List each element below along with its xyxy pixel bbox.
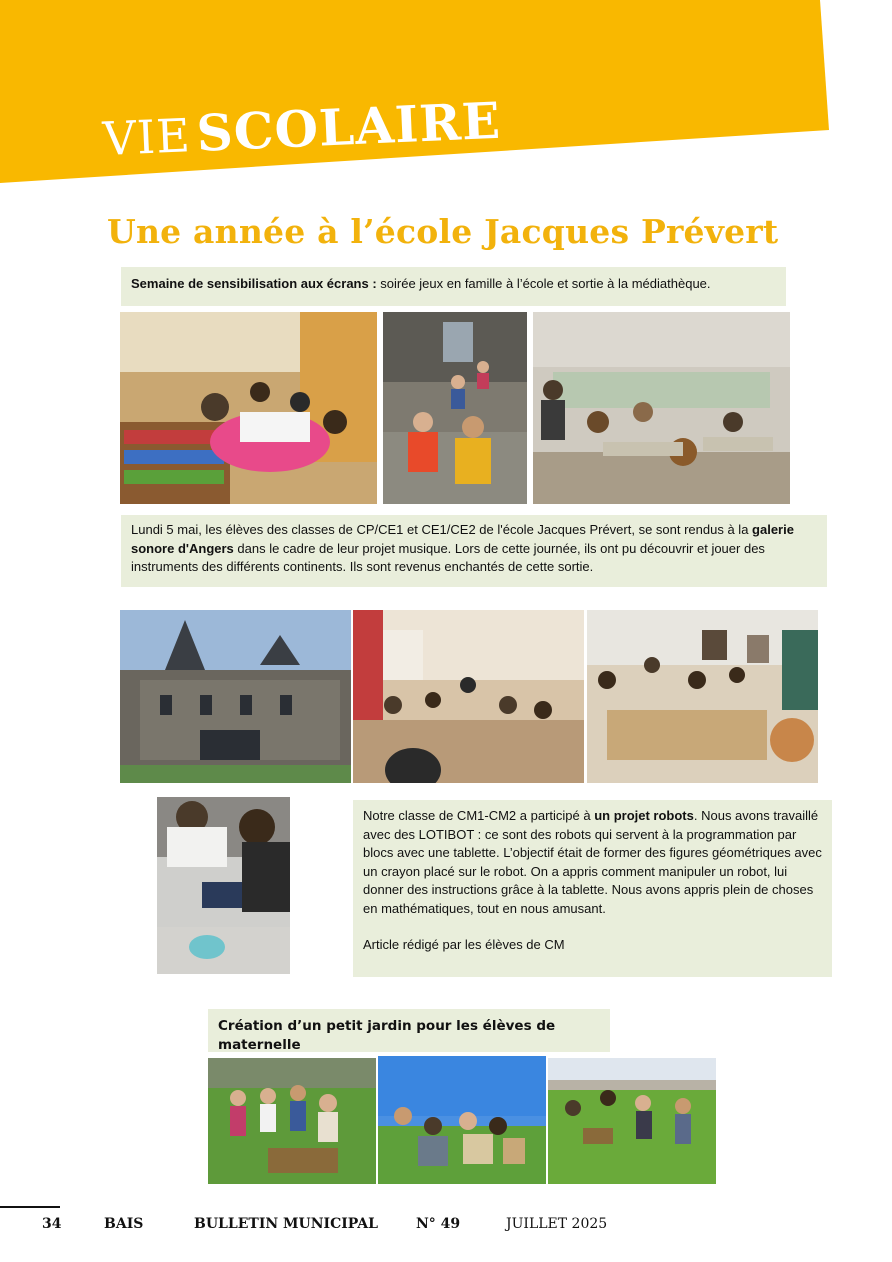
footer-town: BAIS [104, 1216, 144, 1232]
photo-music-circle [353, 610, 584, 783]
robots-text-2: . Nous avons travaillé avec des LOTIBOT : ce sont des robots qui servent à la programmation par blocs avec une tablette. L’objectif était de former des figures géométriques avec un crayon placé sur le robot. On a appris comment manipuler un robot, lui donner des instructions grâce à la tablette. Nous avons appris plein de choses en mathématiques, tout en nous amusant. [363, 808, 822, 916]
music-trip-text-1: Lundi 5 mai, les élèves des classes de CP/CE1 et CE1/CE2 de l'école Jacques Prévert, se sont rendus à la [131, 522, 753, 537]
robots-project-paragraph [363, 807, 822, 918]
footer-page-number: 34 [42, 1216, 62, 1232]
music-trip-text-2: dans le cadre de leur projet musique. Lors de cette journée, ils ont pu découvrir et jouer des instruments des différents continents. Ils sont revenus enchantés de cette sortie. [131, 540, 765, 574]
footer-rule [0, 1206, 60, 1208]
footer-date: JUILLET 2025 [506, 1216, 608, 1232]
music-trip-box [121, 515, 827, 587]
screens-caption-bold: Semaine de sensibilisation aux écrans : [131, 276, 377, 291]
photo-instruments-room [587, 610, 818, 783]
photo-game-evening [533, 312, 790, 504]
robots-text-1: Notre classe de CM1-CM2 a participé à [363, 808, 595, 823]
footer-publication: BULLETIN MUNICIPAL [194, 1216, 378, 1232]
robots-bold: un projet robots [594, 808, 694, 823]
robots-signature: Article rédigé par les élèves de CM [363, 937, 565, 952]
screens-caption-box [121, 267, 786, 306]
garden-title-box [208, 1009, 610, 1052]
screens-caption-text: soirée jeux en famille à l’école et sortie à la médiathèque. [376, 276, 711, 291]
music-trip-bold: galerie sonore d'Angers [131, 522, 794, 556]
robots-project-box [353, 800, 832, 977]
garden-title: Création d’un petit jardin pour les élèves de maternelle [218, 1018, 556, 1053]
footer-issue: N° 49 [416, 1216, 461, 1232]
photo-children-line [383, 312, 527, 504]
section-title-bold: SCOLAIRE [195, 90, 503, 163]
photo-robot-tablet [157, 797, 290, 974]
photo-garden-planting [208, 1058, 376, 1184]
article-title: Une année à l’école Jacques Prévert [107, 212, 779, 251]
photo-garden-group [378, 1056, 546, 1184]
photo-garden-field [548, 1058, 716, 1184]
photo-chateau [120, 610, 351, 783]
section-title-light: VIE [101, 108, 192, 167]
photo-library-reading [120, 312, 377, 504]
